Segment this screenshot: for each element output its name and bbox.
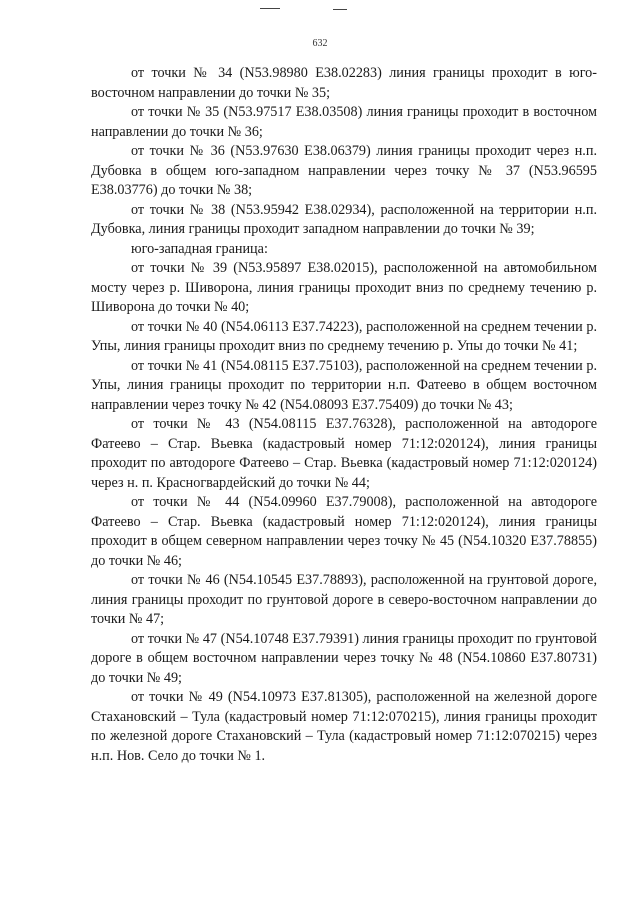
paragraph: от точки № 46 (N54.10545 E37.78893), расположенной на грунтовой дороге, линия границы проходит по грунтовой дороге в северо-восточном направлении до точки № 47;: [91, 572, 597, 627]
paragraph: от точки № 47 (N54.10748 E37.79391) линия границы проходит по грунтовой дороге в общем восточном направлении через точку № 48 (N54.10860 E37.80731) до точки № 49;: [91, 630, 597, 686]
scan-artifact: [333, 9, 347, 10]
document-body: [91, 64, 597, 766]
paragraph: от точки № 44 (N54.09960 E37.79008), расположенной на автодороге Фатеево – Стар. Вьевка (кадастровый номер 71:12:020124), линия границы проходит в общем северном направлении через точку № 45 (N54.10320 E37.78855) до точки № 46;: [91, 494, 597, 569]
paragraph: от точки № 41 (N54.08115 E37.75103), расположенной на среднем течении р. Упы, линия границы проходит по территории н.п. Фатеево в общем восточном направлении через точку № 42 (N54.08093 E37.75409) до точки № 43;: [91, 357, 597, 413]
paragraph: от точки № 35 (N53.97517 E38.03508) линия границы проходит в восточном направлении до точки № 36;: [91, 104, 597, 140]
paragraph: от точки № 34 (N53.98980 E38.02283) линия границы проходит в юго-восточном направлении до точки № 35;: [91, 65, 597, 101]
paragraph: от точки № 38 (N53.95942 E38.02934), расположенной на территории н.п. Дубовка, линия границы проходит западном направлении до точки № 39;: [91, 201, 597, 237]
paragraph: от точки № 39 (N53.95897 E38.02015), расположенной на автомобильном мосту через р. Шиворона, линия границы проходит вниз по среднему течению р. Шиворона до точки № 40;: [91, 260, 597, 315]
paragraph: от точки № 40 (N54.06113 E37.74223), расположенной на среднем течении р. Упы, линия границы проходит вниз по среднему течению р. Упы до точки № 41;: [91, 318, 597, 354]
paragraph: от точки № 43 (N54.08115 E37.76328), расположенной на автодороге Фатеево – Стар. Вьевка (кадастровый номер 71:12:020124), линия границы проходит по автодороге Фатеево – Стар. Вьевка (кадастровый номер 71:12:020124) через н. п. Красногвардейский до точки № 44;: [91, 416, 597, 491]
scan-artifact: [260, 8, 280, 9]
paragraph: от точки № 49 (N54.10973 E37.81305), расположенной на железной дороге Стахановский – Тула (кадастровый номер 71:12:070215), линия границы проходит по железной дороге Стахановский – Тула (кадастровый номер 71:12:070215) через н.п. Нов. Село до точки № 1.: [91, 689, 597, 764]
page-number: 632: [312, 38, 328, 49]
section-heading: юго-западная граница:: [131, 240, 268, 257]
paragraph: от точки № 36 (N53.97630 E38.06379) линия границы проходит через н.п. Дубовка в общем юго-западном направлении через точку № 37 (N53.96595 E38.03776) до точки № 38;: [91, 143, 597, 198]
